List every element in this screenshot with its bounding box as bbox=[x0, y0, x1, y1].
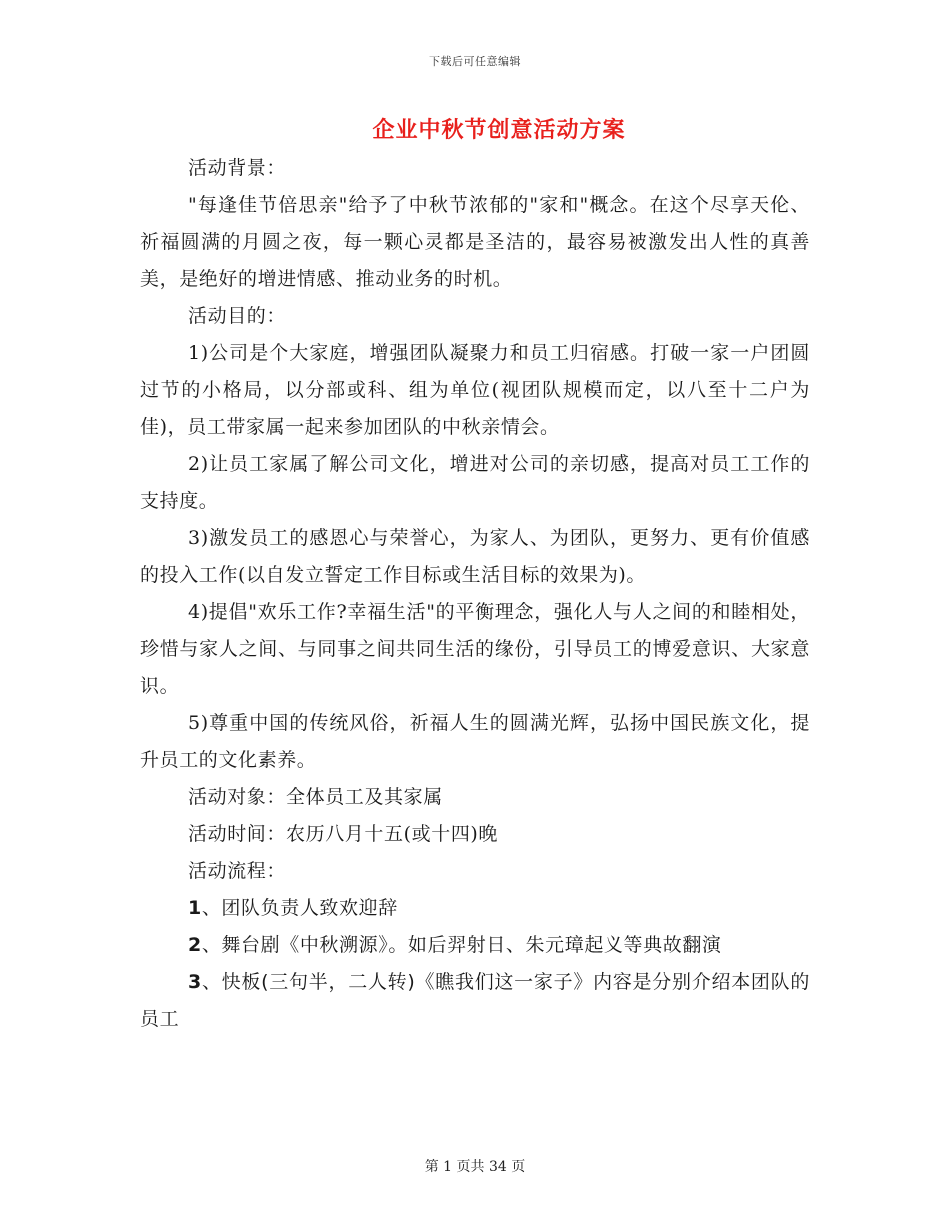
purpose-item-3: 3)激发员工的感恩心与荣誉心，为家人、为团队，更努力、更有价值感的投入工作(以自发立誓定工作目标或生活目标的效果为)。 bbox=[140, 527, 810, 586]
document-body bbox=[140, 150, 810, 1038]
step-number: 3 bbox=[188, 971, 202, 993]
activity-time: 活动时间：农历八月十五(或十四)晚 bbox=[188, 823, 499, 845]
process-step-2 bbox=[140, 927, 810, 964]
process-step-1 bbox=[140, 890, 810, 927]
step-text: 、团队负责人致欢迎辞 bbox=[201, 897, 398, 919]
step-number: 2 bbox=[188, 934, 202, 956]
document-title: 企业中秋节创意活动方案 bbox=[372, 117, 626, 143]
step-text: 、快板(三句半，二人转)《瞧我们这一家子》内容是分别介绍本团队的员工 bbox=[140, 971, 810, 1030]
section-heading-background: 活动背景： bbox=[188, 157, 287, 179]
step-text: 、舞台剧《中秋溯源》。如后羿射日、朱元璋起义等典故翻演 bbox=[201, 934, 722, 956]
step-number: 1 bbox=[188, 897, 202, 919]
purpose-item-2: 2)让员工家属了解公司文化，增进对公司的亲切感，提高对员工工作的支持度。 bbox=[140, 453, 810, 512]
purpose-item-4: 4)提倡"欢乐工作?幸福生活"的平衡理念，强化人与人之间的和睦相处，珍惜与家人之间、与同事之间共同生活的缘份，引导员工的博爱意识、大家意识。 bbox=[140, 601, 810, 697]
page-footer: 第 1 页共 34 页 bbox=[424, 1159, 526, 1175]
process-step-3 bbox=[140, 964, 810, 1038]
purpose-item-1: 1)公司是个大家庭，增强团队凝聚力和员工归宿感。打破一家一户团圆过节的小格局，以分部或科、组为单位(视团队规模而定，以八至十二户为佳)，员工带家属一起来参加团队的中秋亲情会。 bbox=[140, 342, 810, 438]
background-paragraph: "每逢佳节倍思亲"给予了中秋节浓郁的"家和"概念。在这个尽享天伦、祈福圆满的月圆之夜，每一颗心灵都是圣洁的，最容易被激发出人性的真善美，是绝好的增进情感、推动业务的时机。 bbox=[140, 194, 810, 290]
header-note: 下载后可任意编辑 bbox=[429, 55, 521, 68]
section-heading-purpose: 活动目的： bbox=[188, 305, 287, 327]
purpose-item-5: 5)尊重中国的传统风俗，祈福人生的圆满光辉，弘扬中国民族文化，提升员工的文化素养。 bbox=[140, 712, 810, 771]
activity-target: 活动对象：全体员工及其家属 bbox=[188, 786, 443, 808]
section-heading-process: 活动流程： bbox=[188, 860, 287, 882]
